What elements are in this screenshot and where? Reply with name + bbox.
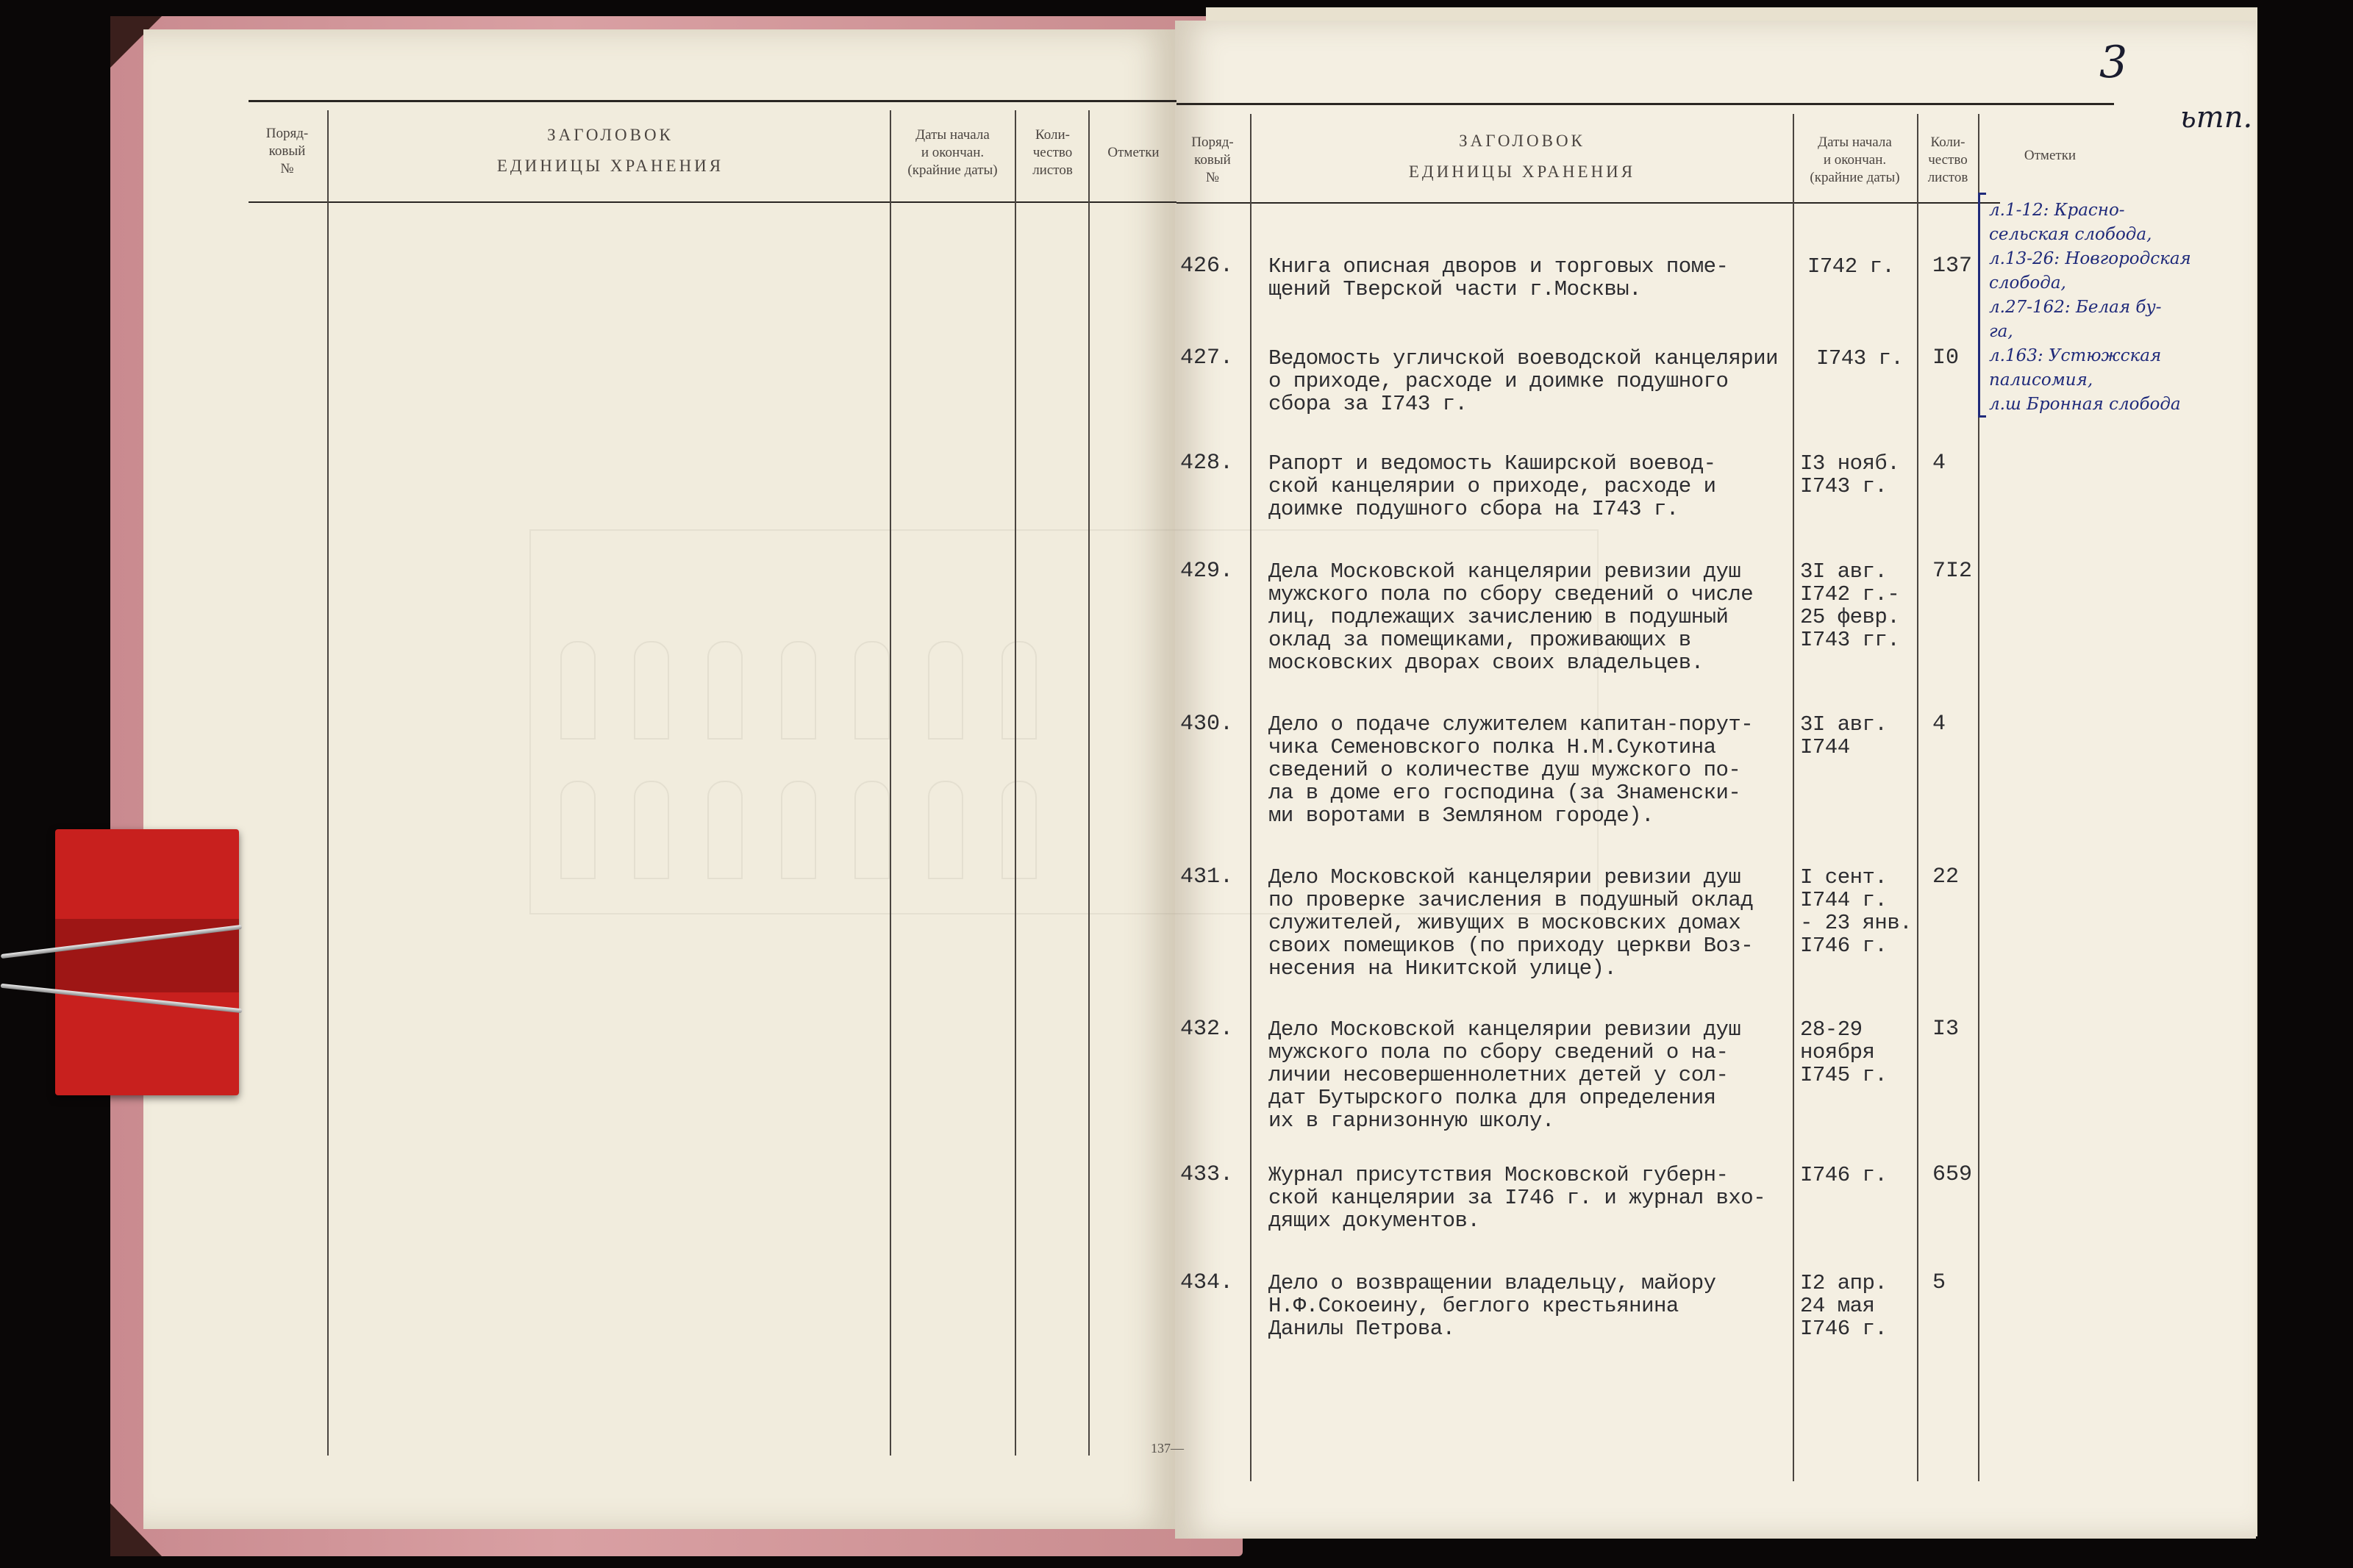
header-col-notes: Отметки xyxy=(1107,145,1160,160)
page-number: 3 xyxy=(2099,37,2128,88)
row-dates: I746 г. xyxy=(1800,1163,1888,1187)
header-col-title-sub: ЕДИНИЦЫ ХРАНЕНИЯ xyxy=(1408,162,1636,181)
row-number: 430. xyxy=(1180,712,1234,737)
header-col-no: Поряд- ковый № xyxy=(265,126,309,176)
row-count: 22 xyxy=(1932,864,1960,889)
row-dates: 3I авг. I742 г.- 25 февр. I743 гг. xyxy=(1800,559,1900,652)
column-divider xyxy=(1088,110,1090,1456)
header-col-title: ЗАГОЛОВОК xyxy=(547,126,674,144)
margin-note: ьтп. xyxy=(2180,101,2253,135)
column-divider xyxy=(1250,114,1252,1481)
row-number: 426. xyxy=(1180,254,1234,279)
row-dates: I742 г. xyxy=(1807,254,1895,279)
row-title: Дело о возвращении владельцу, майору Н.Ф.Сокоеину, беглого крестьянина Данилы Петрова. xyxy=(1268,1271,1716,1341)
header-col-no: Поряд- ковый № xyxy=(1191,135,1234,185)
row-dates: I743 г. xyxy=(1816,346,1904,370)
header-col-count: Коли- чество листов xyxy=(1927,135,1968,185)
table-header-rule xyxy=(1176,202,2000,204)
row-number: 431. xyxy=(1180,864,1234,889)
row-count: I3 xyxy=(1932,1017,1960,1042)
row-title: Дело о подаче служителем капитан-порут- чика Семеновского полка Н.М.Сукотина сведений о количестве душ мужского по- ла в доме его господина (за Знаменски- ми воротами в Земляном городе). xyxy=(1268,712,1754,828)
row-count: I0 xyxy=(1932,346,1960,370)
row-count: 659 xyxy=(1932,1162,1973,1187)
row-count: 4 xyxy=(1932,712,1946,737)
header-col-dates: Даты начала и окончан. (крайние даты) xyxy=(907,127,998,178)
page-footer-code: 137— xyxy=(1151,1441,1184,1456)
row-number: 433. xyxy=(1180,1162,1234,1187)
row-title: Дело Московской канцелярии ревизии душ мужского пола по сбору сведений о на- личии несовершеннолетних детей у сол- дат Бутырского полка для определения их в гарнизонную школу. xyxy=(1268,1017,1741,1133)
row-count: 7I2 xyxy=(1932,559,1973,584)
table-header-rule xyxy=(249,201,1176,203)
row-number: 432. xyxy=(1180,1017,1234,1042)
row-number: 428. xyxy=(1180,451,1234,476)
row-count: 4 xyxy=(1932,451,1946,476)
column-divider xyxy=(1917,114,1918,1481)
row-title: Дела Московской канцелярии ревизии душ мужского пола по сбору сведений о числе лиц, подлежащих зачислению в подушный оклад за помещиками, проживающих в московских дворах своих владельцев. xyxy=(1268,559,1754,675)
header-col-dates: Даты начала и окончан. (крайние даты) xyxy=(1810,135,1900,185)
table-top-rule xyxy=(249,100,1176,102)
handwritten-bracket xyxy=(1978,193,1986,418)
handwritten-notes: л.1-12: Красно- сельская слобода, л.13-26: Новгородская слобода, л.27-162: Белая бу- га, л.163: Устюжская палисомия, л.ш Бронная слобода xyxy=(1989,201,2191,414)
row-title: Дело Московской канцелярии ревизии душ по проверке зачисления в подушный оклад служителей, живущих в московских домах своих помещиков (по приходу церкви Воз- несения на Никитской улице). xyxy=(1268,865,1754,981)
row-title: Книга описная дворов и торговых поме- щений Тверской части г.Москвы. xyxy=(1268,254,1729,301)
row-title: Журнал присутствия Московской губерн- ской канцелярии за I746 г. и журнал вхо- дящих документов. xyxy=(1268,1163,1766,1233)
row-count: 5 xyxy=(1932,1270,1946,1295)
column-divider xyxy=(327,110,329,1456)
header-col-title: ЗАГОЛОВОК xyxy=(1459,132,1585,150)
header-col-count: Коли- чество листов xyxy=(1032,127,1073,178)
column-divider xyxy=(1015,110,1016,1456)
row-number: 429. xyxy=(1180,559,1234,584)
row-dates: I сент. I744 г. - 23 янв. I746 г. xyxy=(1800,865,1913,958)
row-dates: 28-29 ноября I745 г. xyxy=(1800,1017,1888,1087)
row-count: 137 xyxy=(1932,254,1973,279)
header-col-title-sub: ЕДИНИЦЫ ХРАНЕНИЯ xyxy=(496,157,724,175)
row-dates: I3 нояб. I743 г. xyxy=(1800,451,1900,498)
table-top-rule xyxy=(1176,103,2114,105)
row-title: Рапорт и ведомость Каширской воевод- ской канцелярии о приходе, расходе и доимке подушного сбора на I743 г. xyxy=(1268,451,1716,521)
row-dates: 3I авг. I744 xyxy=(1800,712,1888,759)
column-divider xyxy=(890,110,891,1456)
row-title: Ведомость угличской воеводской канцелярии о приходе, расходе и доимке подушного сбора за I743 г. xyxy=(1268,346,1779,416)
row-dates: I2 апр. 24 мая I746 г. xyxy=(1800,1271,1888,1341)
header-col-notes: Отметки xyxy=(2024,148,2077,163)
row-number: 434. xyxy=(1180,1270,1234,1295)
column-divider xyxy=(1793,114,1794,1481)
row-number: 427. xyxy=(1180,346,1234,370)
